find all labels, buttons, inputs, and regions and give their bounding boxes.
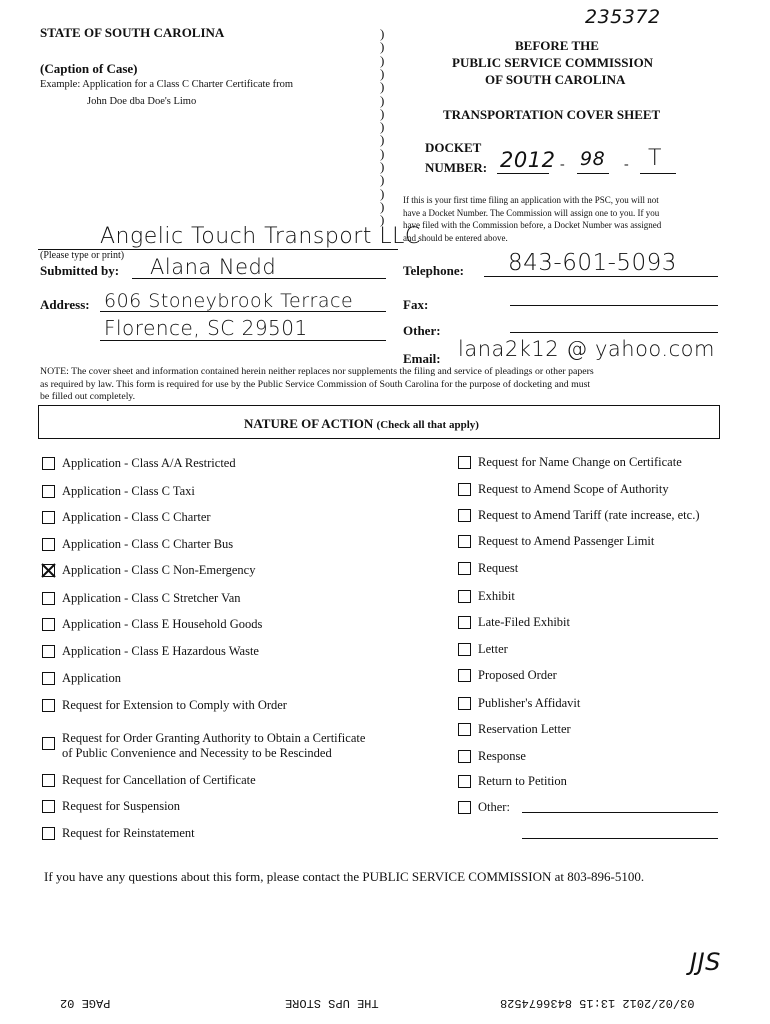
right-checkbox-13[interactable]	[458, 801, 471, 814]
paren-mark: )	[380, 26, 385, 41]
caption-label: (Caption of Case)	[40, 61, 138, 76]
note-text: NOTE: The cover sheet and information contained herein neither replaces nor supplements the filing and service of pleadings or other papers as required by law. This form is required for use by the Public Service Commission of South Carolina for the purpose of docketing and must be filled out completely.	[40, 366, 594, 402]
submitted-by-label: Submitted by:	[40, 263, 120, 278]
right-checkbox-label-5: Exhibit	[478, 589, 515, 603]
right-checkbox-label-9: Publisher's Affidavit	[478, 696, 581, 710]
right-checkbox-11[interactable]	[458, 750, 471, 763]
right-checkbox-label-6: Late-Filed Exhibit	[478, 615, 570, 629]
paren-mark: )	[380, 145, 385, 161]
docket-num: 98	[580, 148, 606, 170]
docket-number-label: NUMBER:	[425, 160, 488, 175]
left-checkbox-label-2: Application - Class C Charter	[62, 510, 211, 524]
right-checkbox-label-7: Letter	[478, 642, 508, 656]
left-checkbox-label-3: Application - Class C Charter Bus	[62, 537, 234, 551]
paren-mark: )	[380, 65, 385, 81]
paren-mark: )	[380, 198, 385, 214]
right-checkbox-5[interactable]	[458, 590, 471, 603]
left-checkbox-label-12: Request for Suspension	[62, 799, 181, 813]
right-checkbox-label-0: Request for Name Change on Certificate	[478, 455, 682, 469]
paren-mark: )	[380, 52, 385, 68]
right-checkbox-9[interactable]	[458, 697, 471, 710]
left-checkbox-11[interactable]	[42, 774, 55, 787]
paren-mark: )	[380, 185, 385, 201]
initials: JJS	[690, 948, 721, 976]
cover-sheet-title: TRANSPORTATION COVER SHEET	[443, 107, 661, 122]
right-checkbox-label-13: Other:	[478, 800, 510, 814]
right-checkbox-label-1: Request to Amend Scope of Authority	[478, 482, 669, 496]
right-checkbox-label-4: Request	[478, 561, 519, 575]
before-heading: BEFORE THE	[515, 38, 599, 53]
left-checkbox-label-1: Application - Class C Taxi	[62, 484, 195, 498]
paren-mark: )	[380, 132, 385, 148]
right-checkbox-0[interactable]	[458, 456, 471, 469]
left-checkbox-label-10-cont: of Public Convenience and Necessity to be Rescinded	[62, 746, 332, 760]
paren-mark: )	[380, 159, 385, 174]
docket-info: If this is your first time filing an application with the PSC, you will not have a Docket Number. The Commission will assign one to you. If you have filed with the Commission before, a Docket Number was assigned and should be entered above.	[403, 195, 662, 243]
right-checkbox-4[interactable]	[458, 562, 471, 575]
right-checkbox-label-2: Request to Amend Tariff (rate increase, etc.)	[478, 508, 700, 522]
right-checkbox-7[interactable]	[458, 643, 471, 656]
caption-example: Example: Application for a Class C Charter Certificate from	[40, 79, 294, 90]
fax-footer-page: PAGE 02	[60, 996, 111, 1010]
email-field[interactable]: lana2k12 @ yahoo.com	[458, 337, 715, 361]
left-checkbox-9[interactable]	[42, 699, 55, 712]
right-checkbox-8[interactable]	[458, 669, 471, 682]
docket-label: DOCKET	[425, 140, 482, 155]
right-checkbox-1[interactable]	[458, 483, 471, 496]
commission-heading: PUBLIC SERVICE COMMISSION	[452, 55, 654, 70]
paren-mark: )	[380, 212, 385, 228]
left-checkbox-1[interactable]	[42, 485, 55, 498]
submitted-by-field[interactable]: Alana Nedd	[150, 255, 277, 279]
left-checkbox-label-13: Request for Reinstatement	[62, 826, 195, 840]
state-commission-heading: OF SOUTH CAROLINA	[485, 72, 626, 87]
right-checkbox-label-3: Request to Amend Passenger Limit	[478, 534, 655, 548]
other-specify-field[interactable]	[522, 812, 718, 813]
left-checkbox-label-9: Request for Extension to Comply with Order	[62, 698, 287, 712]
caption-example-name: John Doe dba Doe's Limo	[87, 96, 197, 107]
left-checkbox-6[interactable]	[42, 618, 55, 631]
fax-field[interactable]	[510, 305, 718, 306]
paren-mark: )	[380, 39, 385, 55]
checkmark-icon	[41, 563, 56, 578]
address-line2-field[interactable]: Florence, SC 29501	[104, 316, 308, 340]
left-checkbox-3[interactable]	[42, 538, 55, 551]
left-checkbox-label-8: Application	[62, 671, 122, 685]
state-heading: STATE OF SOUTH CAROLINA	[40, 25, 225, 40]
paren-mark: )	[380, 172, 385, 188]
telephone-label: Telephone:	[403, 263, 464, 278]
contact-instructions: If you have any questions about this form, please contact the PUBLIC SERVICE COMMISSION at 803-896-5100.	[44, 869, 645, 884]
left-checkbox-8[interactable]	[42, 672, 55, 685]
paren-mark: )	[380, 92, 385, 108]
right-checkbox-6[interactable]	[458, 616, 471, 629]
right-checkbox-label-12: Return to Petition	[478, 774, 567, 788]
nature-of-action-title: NATURE OF ACTION (Check all that apply)	[244, 416, 479, 431]
right-checkbox-10[interactable]	[458, 723, 471, 736]
paren-mark: )	[380, 119, 385, 135]
left-checkbox-label-11: Request for Cancellation of Certificate	[62, 773, 256, 787]
left-checkbox-label-10: Request for Order Granting Authority to Obtain a Certificate	[62, 731, 366, 745]
type-print-note: (Please type or print)	[40, 250, 125, 261]
left-checkbox-label-6: Application - Class E Household Goods	[62, 617, 263, 631]
address-line1-field[interactable]: 606 Stoneybrook Terrace	[104, 290, 354, 312]
fax-label: Fax:	[403, 297, 429, 312]
left-checkbox-label-5: Application - Class C Stretcher Van	[62, 591, 241, 605]
paren-mark: )	[380, 105, 385, 121]
address-label: Address:	[40, 297, 90, 312]
left-checkbox-label-7: Application - Class E Hazardous Waste	[62, 644, 259, 658]
left-checkbox-2[interactable]	[42, 511, 55, 524]
docket-year: 2012	[500, 148, 556, 172]
left-checkbox-5[interactable]	[42, 592, 55, 605]
left-checkbox-12[interactable]	[42, 800, 55, 813]
fax-footer-store: THE UPS STORE	[285, 996, 379, 1010]
right-checkbox-3[interactable]	[458, 535, 471, 548]
left-checkbox-13[interactable]	[42, 827, 55, 840]
left-checkbox-10[interactable]	[42, 737, 55, 750]
fax-footer-header: 03/02/2012 13:15 8436674528	[500, 996, 695, 1010]
telephone-field[interactable]: 843-601-5093	[508, 250, 677, 276]
left-checkbox-7[interactable]	[42, 645, 55, 658]
right-checkbox-label-10: Reservation Letter	[478, 722, 571, 736]
other-contact-label: Other:	[403, 323, 441, 338]
right-checkbox-label-8: Proposed Order	[478, 668, 557, 682]
left-checkbox-0[interactable]	[42, 457, 55, 470]
left-checkbox-label-4: Application - Class C Non-Emergency	[62, 563, 256, 577]
email-label: Email:	[403, 351, 441, 366]
other-contact-field[interactable]	[510, 332, 718, 333]
document-number: 235372	[585, 6, 661, 28]
docket-suffix: T	[648, 146, 662, 171]
right-checkbox-2[interactable]	[458, 509, 471, 522]
left-checkbox-4[interactable]	[42, 564, 55, 577]
company-name-field[interactable]: Angelic Touch Transport LLC	[100, 224, 421, 249]
left-checkbox-label-0: Application - Class A/A Restricted	[62, 456, 236, 470]
paren-mark: )	[380, 79, 385, 95]
right-checkbox-12[interactable]	[458, 775, 471, 788]
right-checkbox-label-11: Response	[478, 749, 526, 763]
